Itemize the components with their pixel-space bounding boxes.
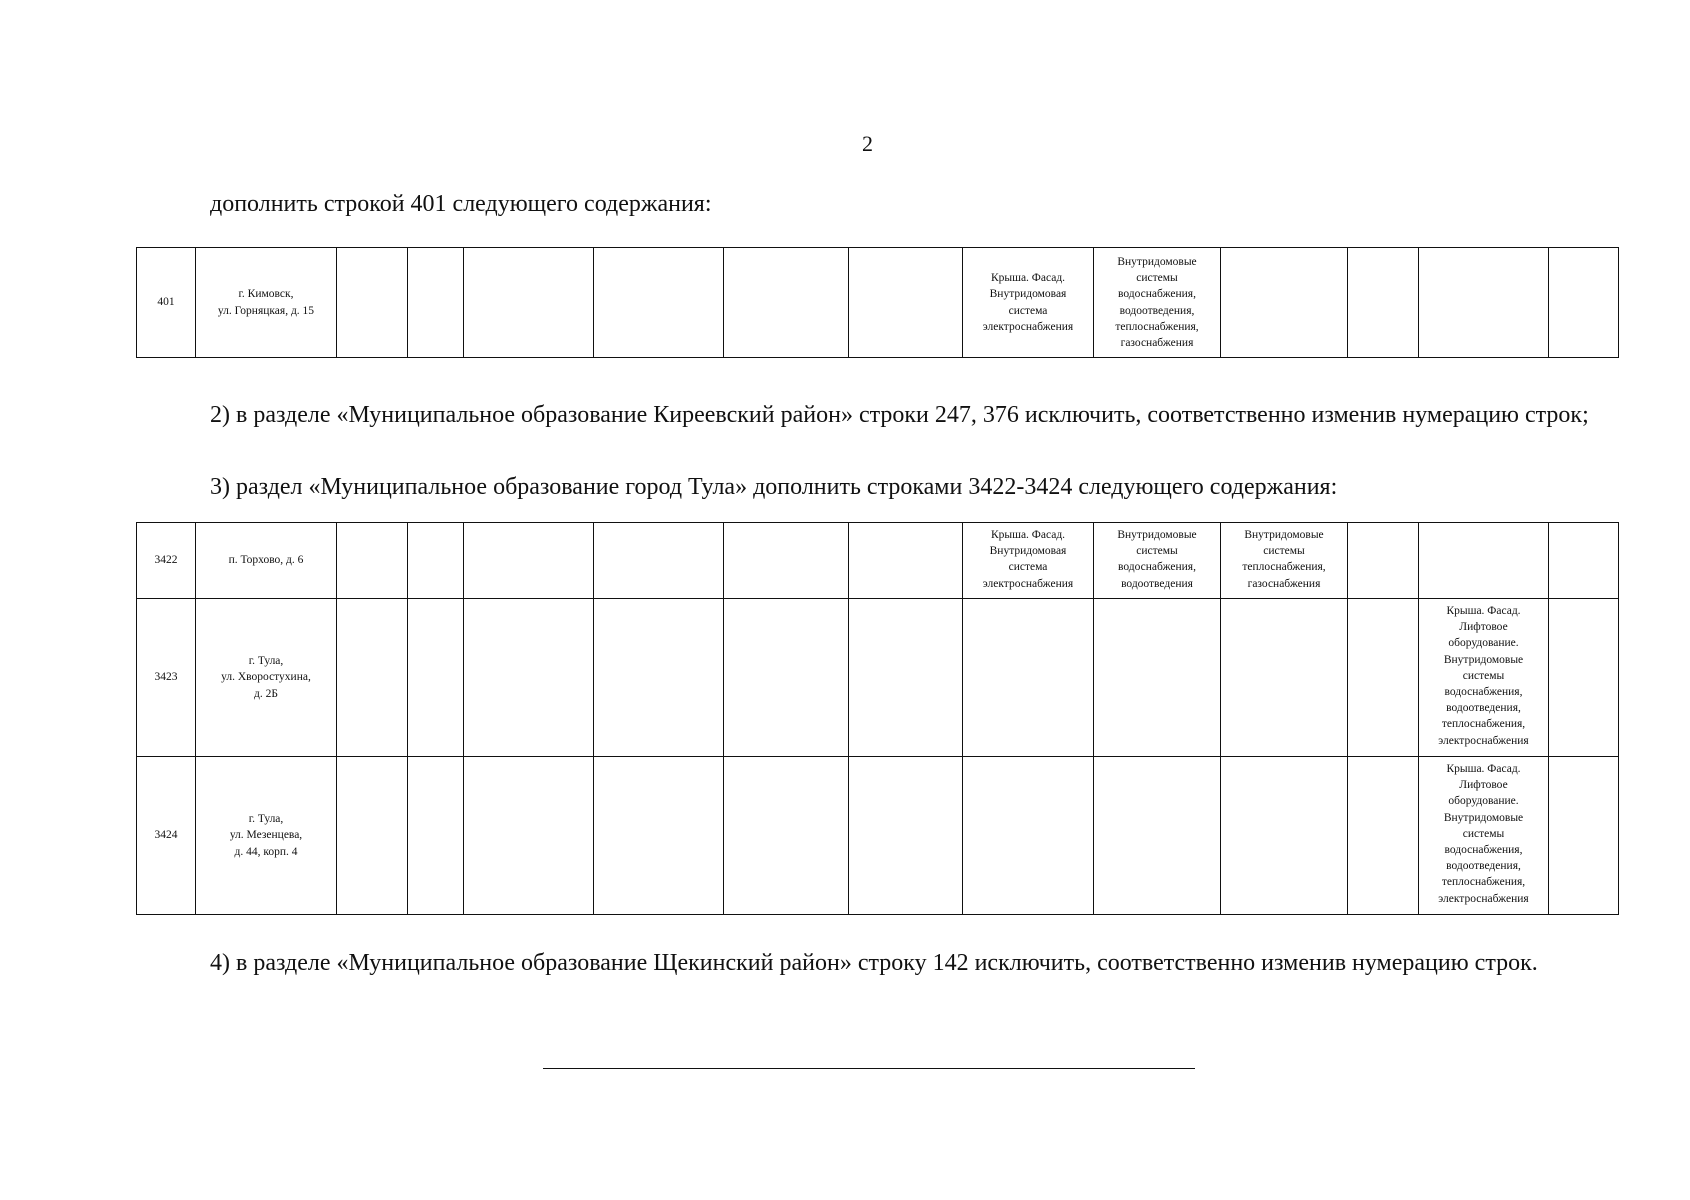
end-rule-divider [543, 1068, 1195, 1069]
empty-cell [1419, 248, 1549, 358]
works-cell: Внутридомовые системы теплоснабжения, газоснабжения [1221, 523, 1348, 599]
row-number-cell: 3422 [137, 523, 196, 599]
empty-cell [724, 523, 849, 599]
table-rows-3422-3424 [136, 522, 1619, 915]
intro-paragraph: дополнить строкой 401 следующего содержания: [210, 191, 712, 217]
empty-cell [408, 523, 464, 599]
empty-cell [1549, 757, 1619, 915]
table-row [137, 757, 1619, 915]
table-row-401 [136, 247, 1619, 358]
empty-cell [1348, 599, 1419, 757]
page-number: 2 [862, 131, 873, 156]
empty-cell [1348, 757, 1419, 915]
empty-cell [849, 599, 963, 757]
works-cell: Крыша. Фасад. Внутридомовая система электроснабжения [963, 523, 1094, 599]
empty-cell [1094, 757, 1221, 915]
empty-cell [408, 248, 464, 358]
works-cell: Крыша. Фасад. Лифтовое оборудование. Внутридомовые системы водоснабжения, водоотведения, теплоснабжения, электроснабжения [1419, 757, 1549, 915]
address-cell: г. Тула, ул. Хворостухина, д. 2Б [196, 599, 337, 757]
empty-cell [1549, 599, 1619, 757]
empty-cell [464, 248, 594, 358]
empty-cell [1348, 523, 1419, 599]
empty-cell [724, 248, 849, 358]
empty-cell [1419, 523, 1549, 599]
empty-cell [1549, 523, 1619, 599]
address-cell: г. Тула, ул. Мезенцева, д. 44, корп. 4 [196, 757, 337, 915]
item-4-text: 4) в разделе «Муниципальное образование Щекинский район» строку 142 исключить, соответственно изменив нумерацию строк. [210, 950, 1538, 976]
item-4-paragraph [136, 946, 1604, 981]
empty-cell [963, 757, 1094, 915]
empty-cell [1221, 599, 1348, 757]
empty-cell [594, 599, 724, 757]
empty-cell [594, 248, 724, 358]
empty-cell [1348, 248, 1419, 358]
row-number-cell: 3424 [137, 757, 196, 915]
works-cell: Внутридомовые системы водоснабжения, водоотведения [1094, 523, 1221, 599]
empty-cell [1221, 757, 1348, 915]
empty-cell [963, 599, 1094, 757]
item-2-text: 2) в разделе «Муниципальное образование Киреевский район» строки 247, 376 исключить, соответственно изменив нумерацию строк; [210, 402, 1589, 428]
empty-cell [724, 757, 849, 915]
works-cell: Внутридомовые системы водоснабжения, водоотведения, теплоснабжения, газоснабжения [1094, 248, 1221, 358]
item-2-paragraph [136, 398, 1604, 433]
empty-cell [594, 757, 724, 915]
item-3-text: 3) раздел «Муниципальное образование город Тула» дополнить строками 3422-3424 следующего содержания: [210, 474, 1338, 500]
table-row [137, 599, 1619, 757]
empty-cell [1094, 599, 1221, 757]
empty-cell [594, 523, 724, 599]
empty-cell [337, 523, 408, 599]
empty-cell [337, 599, 408, 757]
empty-cell [849, 248, 963, 358]
empty-cell [464, 757, 594, 915]
table-row [137, 248, 1619, 358]
empty-cell [337, 757, 408, 915]
empty-cell [724, 599, 849, 757]
empty-cell [1221, 248, 1348, 358]
address-cell: п. Торхово, д. 6 [196, 523, 337, 599]
address-cell: г. Кимовск, ул. Горняцкая, д. 15 [196, 248, 337, 358]
row-number-cell: 3423 [137, 599, 196, 757]
row-number-cell: 401 [137, 248, 196, 358]
empty-cell [849, 523, 963, 599]
item-3-paragraph [136, 470, 1604, 505]
works-cell: Крыша. Фасад. Внутридомовая система электроснабжения [963, 248, 1094, 358]
empty-cell [337, 248, 408, 358]
works-cell: Крыша. Фасад. Лифтовое оборудование. Внутридомовые системы водоснабжения, водоотведения, теплоснабжения, электроснабжения [1419, 599, 1549, 757]
empty-cell [1549, 248, 1619, 358]
table-row [137, 523, 1619, 599]
empty-cell [464, 599, 594, 757]
empty-cell [408, 757, 464, 915]
empty-cell [464, 523, 594, 599]
empty-cell [849, 757, 963, 915]
empty-cell [408, 599, 464, 757]
